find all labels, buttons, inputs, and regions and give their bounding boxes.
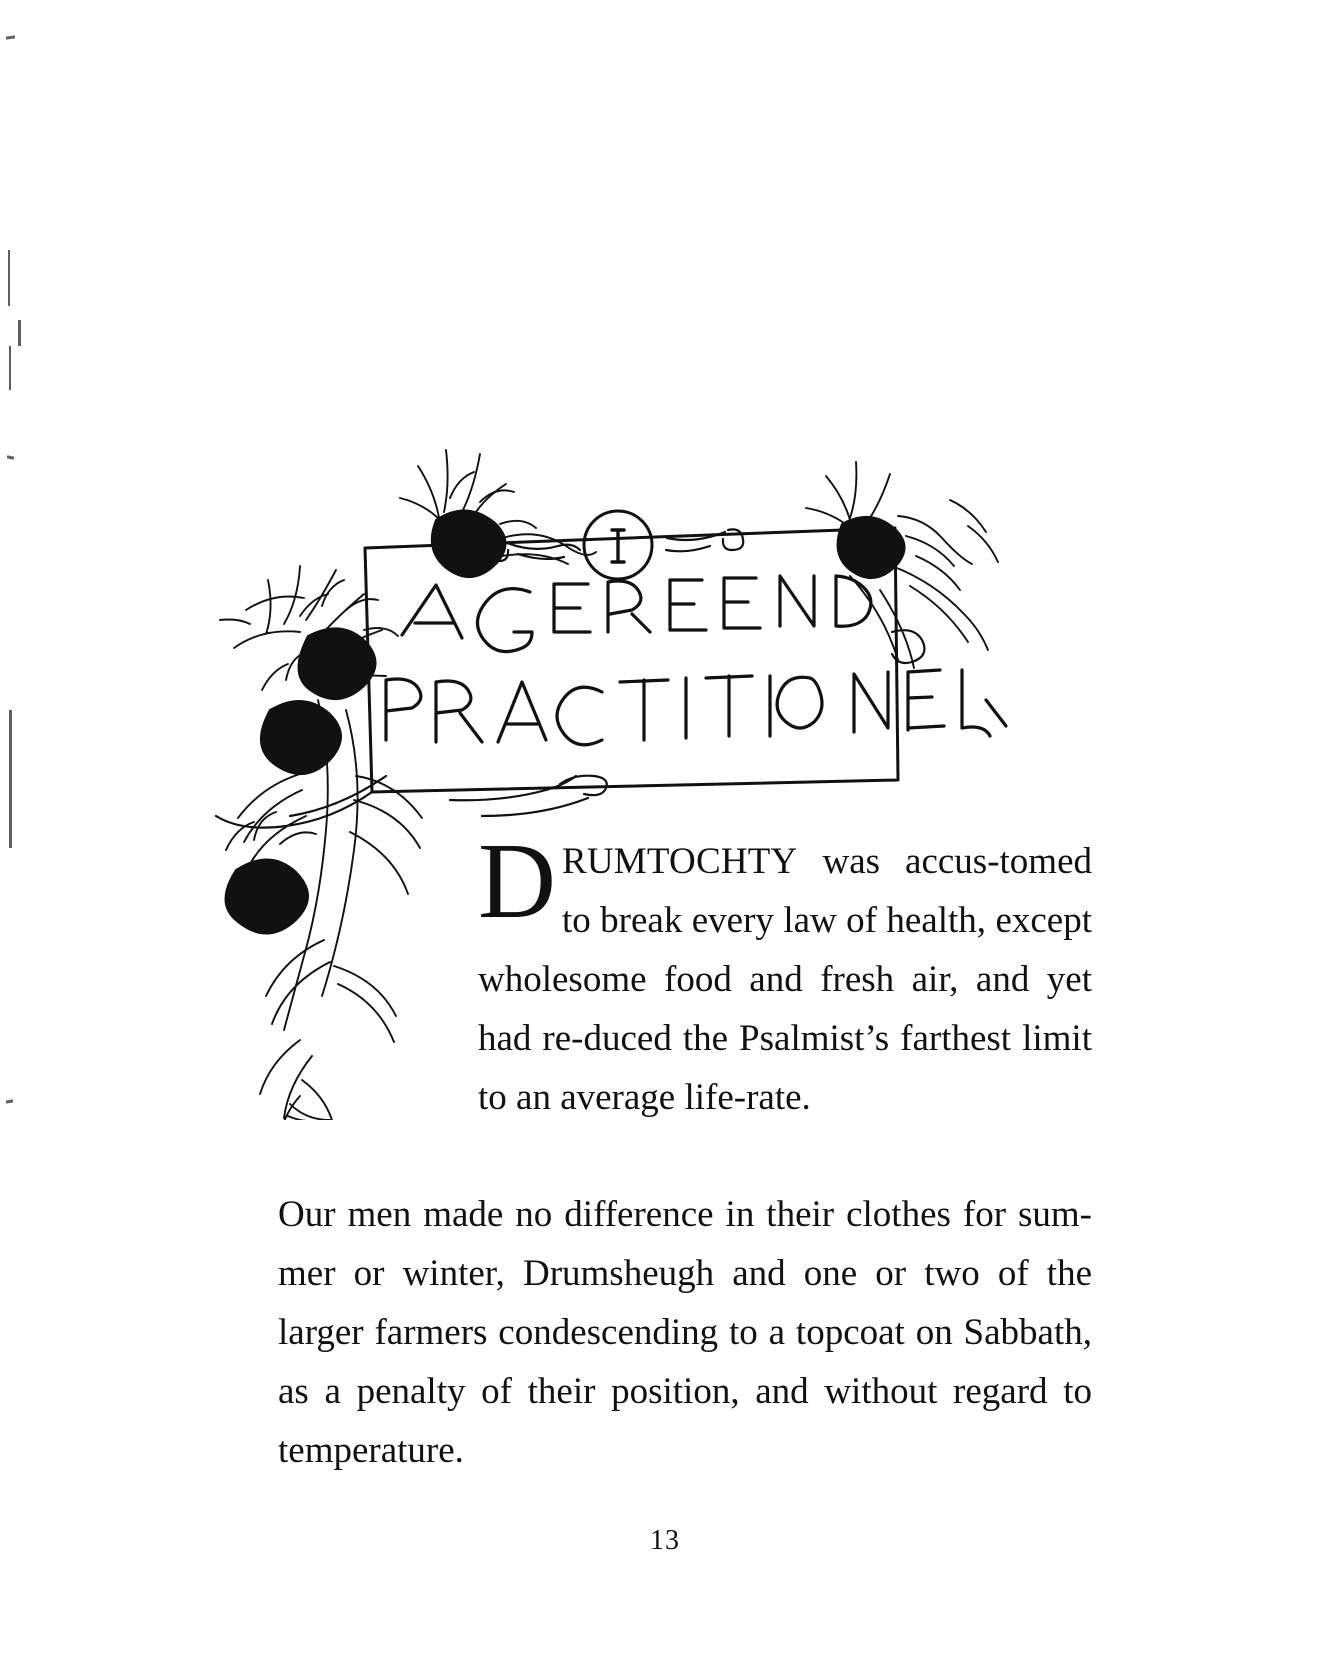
page-number: 13 (650, 1525, 680, 1556)
scan-artifact (6, 35, 15, 39)
scan-artifact (7, 455, 14, 459)
opening-paragraph-full-measure (278, 1185, 1092, 1480)
drop-cap: D (478, 822, 556, 941)
scan-artifact (6, 1099, 13, 1103)
paragraph-text-part-2: Our men made no difference in their clothes for sum-mer or winter, Drumsheugh and one or two of the larger farmers condescending to a topcoat on Sabbath, as a penalty of their position, and without regard to temperature. (278, 1194, 1092, 1471)
scan-artifact (18, 320, 21, 346)
opening-paragraph-indented-block (478, 822, 1092, 1127)
scan-artifact (9, 710, 12, 848)
paragraph-text-part-1: was accus-tomed to break every law of health, except wholesome food and fresh air, and yet had re-duced the Psalmist’s farthest limit to an average life-rate. (478, 841, 1092, 1118)
scan-artifact (9, 346, 11, 390)
opening-words: RUMTOCHTY (562, 841, 798, 882)
scan-artifact (8, 250, 10, 306)
